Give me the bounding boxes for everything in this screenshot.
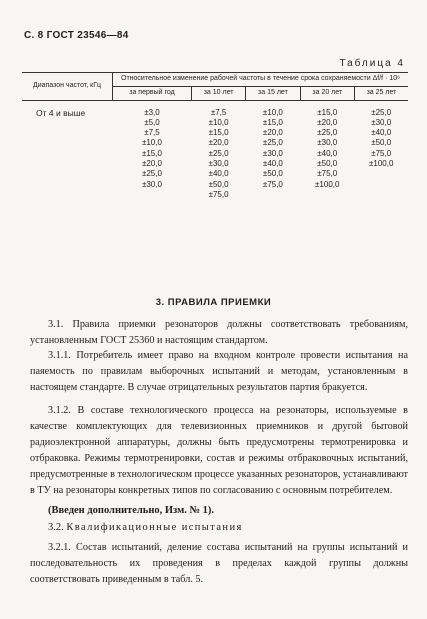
value-entry: ±20,0 xyxy=(141,158,162,168)
section-title: 3. ПРАВИЛА ПРИЕМКИ xyxy=(155,297,272,308)
paragraph-text: 3.1.2. В составе технологического процесса на резонаторы, используемые в качестве комплектующих для телевизионных приемников и другой бытовой радиоэлектронной аппаратуры, должны быть предусмотрены термотренировка и отбраковка. Режимы термотренировки, состав и режимы отбраковочных испытаний, предусмотренные в технологическом процессе указанных резонаторов, устанавливают в ТУ на резонаторы конкретных типов по согласованию с основным потребителем. xyxy=(30,405,408,496)
paragraph-3-1 xyxy=(30,317,408,349)
value-entry: ±30,0 xyxy=(262,148,283,158)
value-entry: ±20,0 xyxy=(262,128,283,138)
value-entry: ±25,0 xyxy=(262,138,283,148)
values-cell xyxy=(246,100,300,258)
column-header: за 10 лет xyxy=(191,86,245,100)
paragraph-text: 3.1.1. Потребитель имеет право на входном контроле провести испытания на паяемость по правилам выборочных испытаний и методам, установленным в настоящем стандарте. В случае отрицательных результатов партия бракуется. xyxy=(30,350,408,393)
value-entry: ±25,0 xyxy=(208,148,229,158)
paragraph-text: 3.2.1. Состав испытаний, деление состава испытаний на группы испытаний и последовательность их проведения в пределах каждой группы должны соответствовать приведенным в табл. 5. xyxy=(30,542,408,585)
row-header: Диапазон частот, кГц xyxy=(22,73,113,101)
value-entry: ±10,0 xyxy=(208,117,229,127)
value-entry: ±100,0 xyxy=(315,179,340,189)
value-entry: ±5,0 xyxy=(144,117,160,127)
value-entry: ±15,0 xyxy=(208,128,229,138)
values-cell xyxy=(191,100,245,258)
page-header: С. 8 ГОСТ 23546—84 xyxy=(24,30,129,41)
group-header: Относительное изменение рабочей частоты в течение срока сохраняемости Δf/f · 10⁶ xyxy=(113,73,409,87)
value-entry: ±15,0 xyxy=(262,117,283,127)
value-entry: ±75,0 xyxy=(208,189,229,199)
value-entry: ±75,0 xyxy=(317,169,338,179)
frequency-range-cell: От 4 и выше xyxy=(36,107,86,118)
value-entry: ±50,0 xyxy=(317,158,338,168)
value-entry: ±10,0 xyxy=(141,138,162,148)
column-header: за первый год xyxy=(113,86,192,100)
column-header: за 25 лет xyxy=(354,86,408,100)
value-entry: ±15,0 xyxy=(317,107,338,117)
table-row xyxy=(22,100,408,258)
paragraph-text: 3.1. Правила приемки резонаторов должны соответствовать требованиям, установленным ГОСТ 25360 и настоящим стандартом. xyxy=(30,319,408,346)
amendment-note: (Введен дополнительно, Изм. № 1). xyxy=(48,505,215,516)
subsection-number: 3.2. xyxy=(48,522,64,533)
value-entry: ±50,0 xyxy=(371,138,392,148)
value-entry: ±40,0 xyxy=(371,128,392,138)
values-cell xyxy=(354,100,408,258)
value-entry: ±10,0 xyxy=(262,107,283,117)
value-entry: ±40,0 xyxy=(208,169,229,179)
value-entry: ±100,0 xyxy=(368,158,394,168)
value-entry: ±7,5 xyxy=(210,107,227,117)
value-entry: ±75,0 xyxy=(371,148,392,158)
values-cell xyxy=(113,100,192,258)
column-header: за 20 лет xyxy=(300,86,354,100)
column-header: за 15 лет xyxy=(246,86,300,100)
value-entry: ±20,0 xyxy=(208,138,229,148)
value-entry: ±3,0 xyxy=(144,107,160,117)
value-entry: ±25,0 xyxy=(371,107,392,117)
subsection-title: Квалификационные испытания xyxy=(66,522,243,533)
paragraph-3-1-2 xyxy=(30,403,408,499)
value-entry: ±7,5 xyxy=(144,128,160,138)
value-entry: ±25,0 xyxy=(317,128,338,138)
value-entry: ±50,0 xyxy=(208,179,229,189)
value-entry: ±30,0 xyxy=(141,179,162,189)
values-cell xyxy=(300,100,354,258)
value-entry: ±30,0 xyxy=(371,117,392,127)
value-entry: ±40,0 xyxy=(262,158,283,168)
table-caption: Таблица 4 xyxy=(339,58,405,69)
subsection-heading xyxy=(48,522,243,533)
value-entry: ±50,0 xyxy=(262,169,283,179)
frequency-change-table xyxy=(22,72,408,258)
value-entry: ±30,0 xyxy=(317,138,338,148)
value-entry: ±75,0 xyxy=(262,179,283,189)
value-entry: ±40,0 xyxy=(317,148,338,158)
value-entry: ±15,0 xyxy=(141,148,162,158)
value-entry: ±20,0 xyxy=(317,117,338,127)
value-entry: ±25,0 xyxy=(141,169,162,179)
value-entry: ±30,0 xyxy=(208,158,229,168)
paragraph-3-2-1 xyxy=(30,540,408,588)
paragraph-3-1-1 xyxy=(30,348,408,396)
